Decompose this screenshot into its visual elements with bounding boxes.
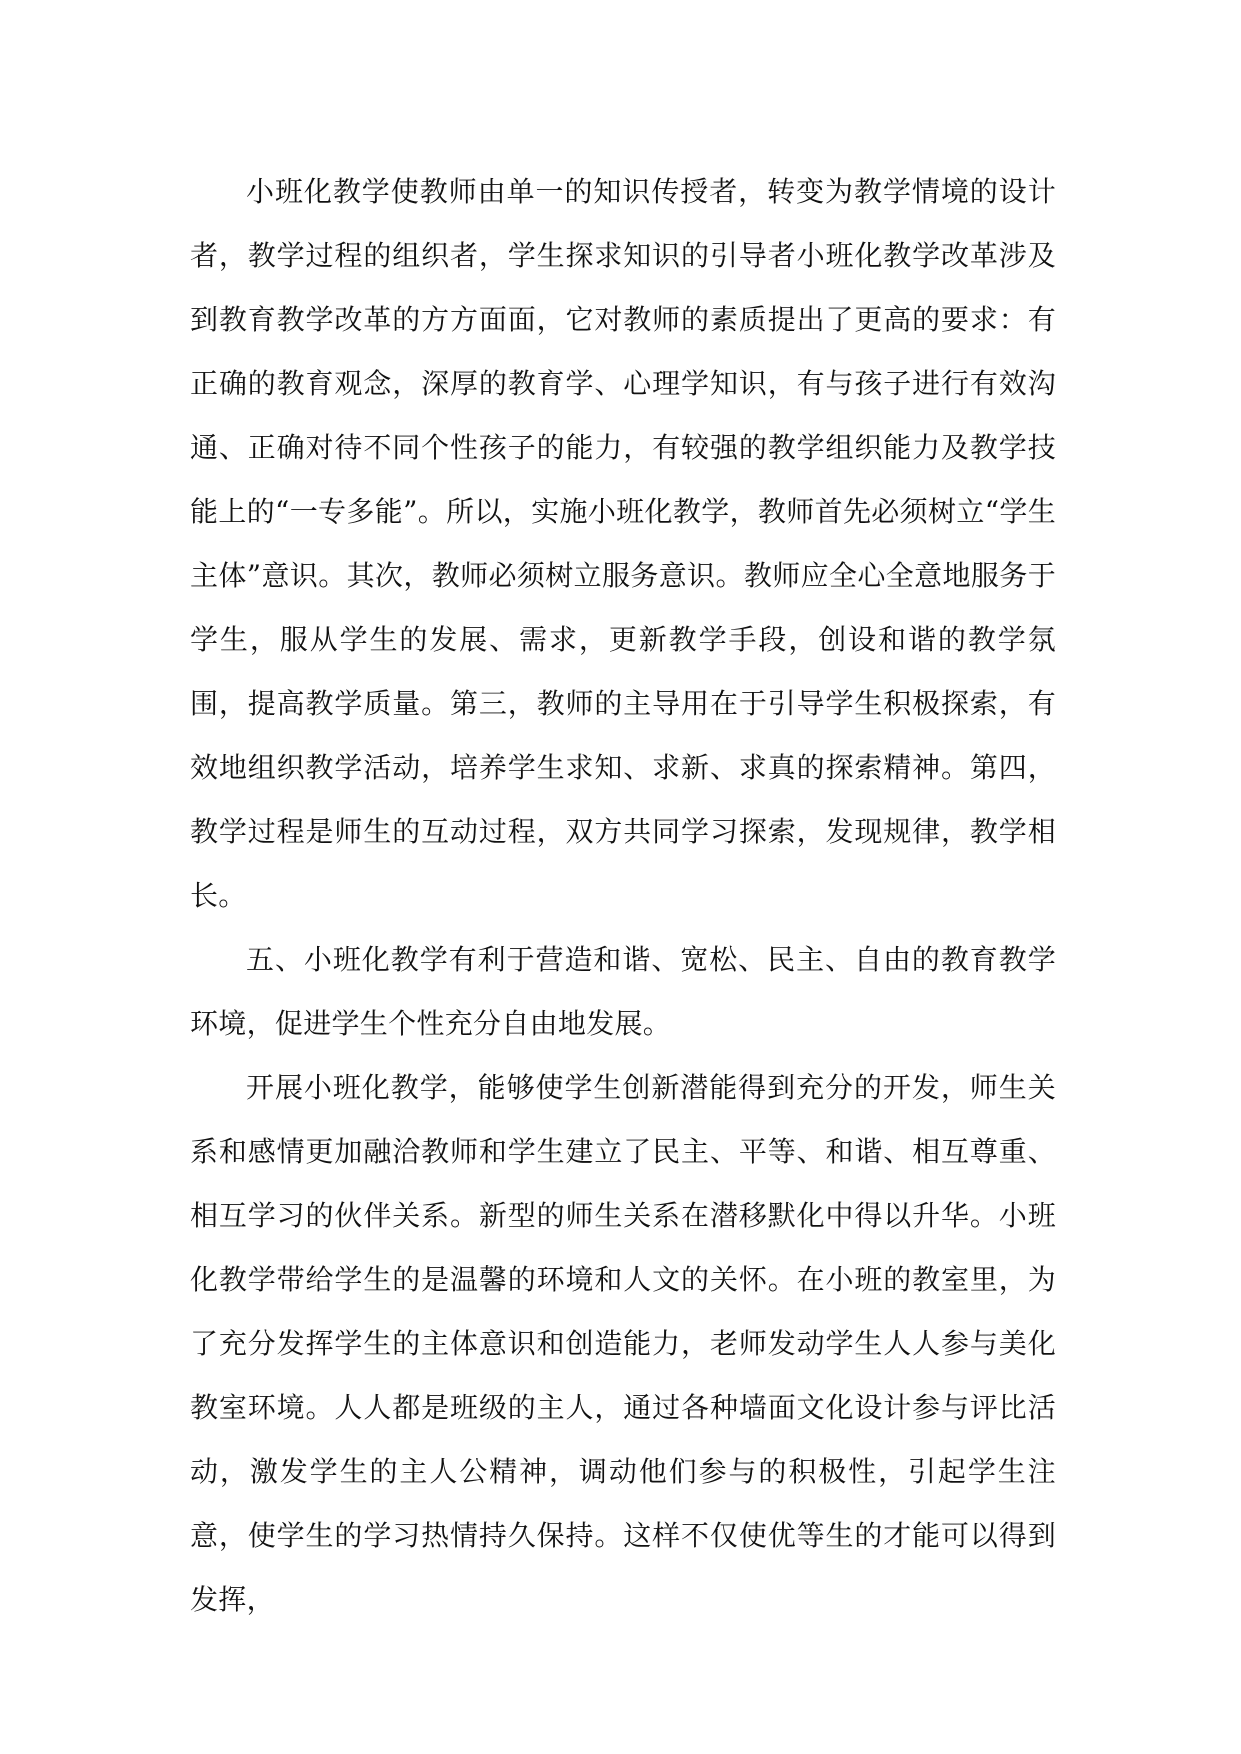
paragraph-section-five-heading: 五、小班化教学有利于营造和谐、宽松、民主、自由的教育教学环境，促进学生个性充分自由地发展。: [190, 943, 1056, 1040]
document-body: [190, 160, 1056, 1632]
paragraph-teacher-role: 小班化教学使教师由单一的知识传授者，转变为教学情境的设计者，教学过程的组织者，学生探求知识的引导者小班化教学改革涉及到教育教学改革的方方面面，它对教师的素质提出了更高的要求：有正确的教育观念，深厚的教育学、心理学知识，有与孩子进行有效沟通、正确对待不同个性孩子的能力，有较强的教学组织能力及教学技能上的“一专多能”。所以，实施小班化教学，教师首先必须树立“学生主体”意识。其次，教师必须树立服务意识。教师应全心全意地服务于学生，服从学生的发展、需求，更新教学手段，创设和谐的教学氛围，提高教学质量。第三，教师的主导用在于引导学生积极探索，有效地组织教学活动，培养学生求知、求新、求真的探索精神。第四，教学过程是师生的互动过程，双方共同学习探索，发现规律，教学相长。: [190, 175, 1056, 912]
paragraph-small-class-benefits: 开展小班化教学，能够使学生创新潜能得到充分的开发，师生关系和感情更加融洽教师和学生建立了民主、平等、和谐、相互尊重、相互学习的伙伴关系。新型的师生关系在潜移默化中得以升华。小班化教学带给学生的是温馨的环境和人文的关怀。在小班的教室里，为了充分发挥学生的主体意识和创造能力，老师发动学生人人参与美化教室环境。人人都是班级的主人，通过各种墙面文化设计参与评比活动，激发学生的主人公精神，调动他们参与的积极性，引起学生注意，使学生的学习热情持久保持。这样不仅使优等生的才能可以得到发挥，: [190, 1071, 1056, 1616]
